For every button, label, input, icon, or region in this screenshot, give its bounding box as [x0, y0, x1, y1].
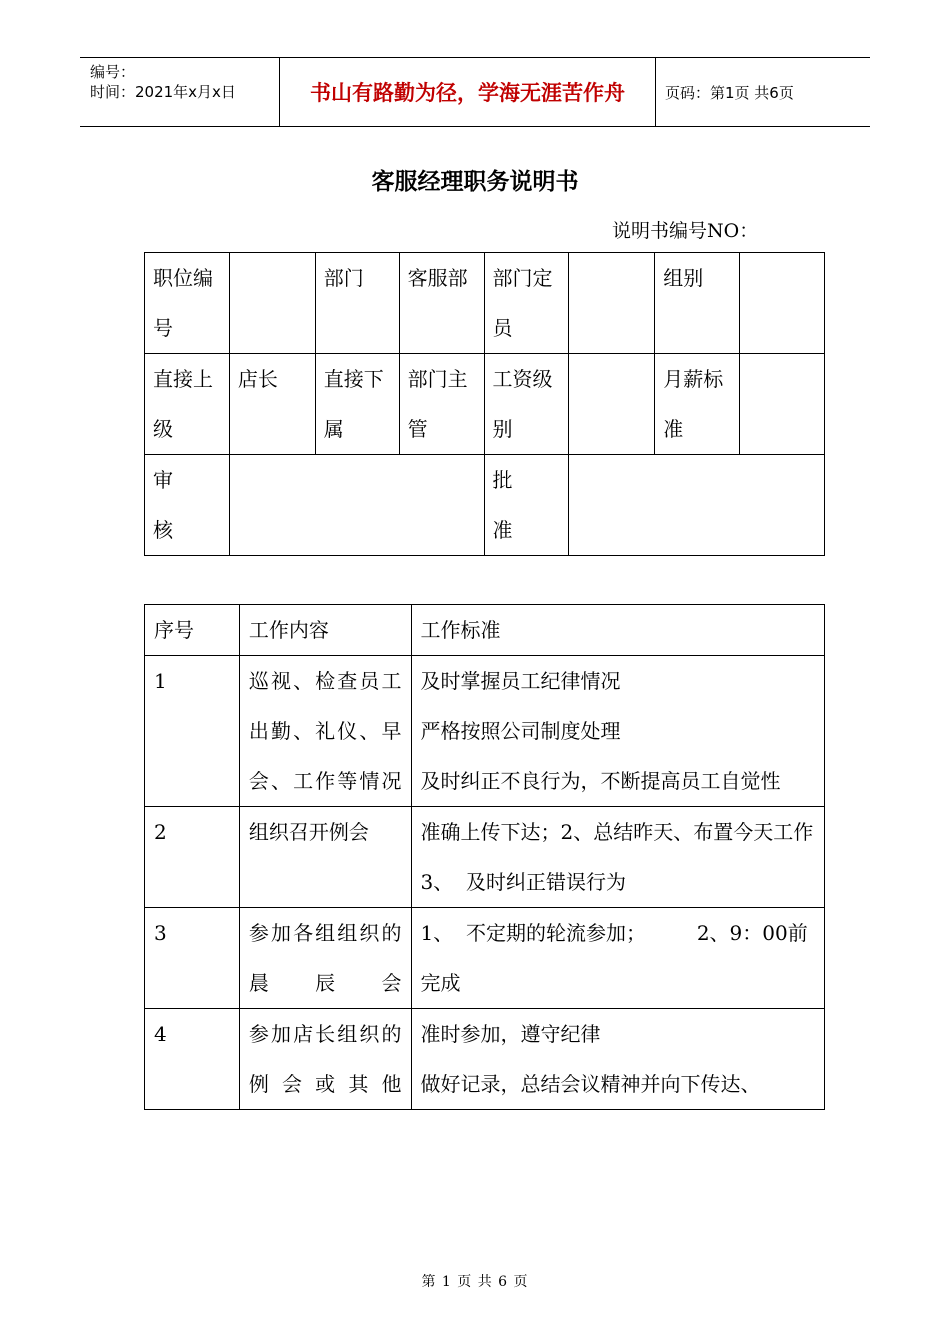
- row-no: 3: [145, 908, 240, 1009]
- table-row: [145, 253, 825, 354]
- salary-grade-value[interactable]: [569, 354, 655, 455]
- dept-label: 部门: [315, 253, 399, 354]
- table-row: [145, 455, 825, 556]
- approve-label: [484, 455, 569, 556]
- subordinate-label: 直接下属: [315, 354, 399, 455]
- row-content: 参加各组组织的晨辰会: [239, 908, 411, 1009]
- monthly-salary-label: 月薪标准: [655, 354, 740, 455]
- duty-table: [144, 604, 825, 1110]
- dept-value[interactable]: 客服部: [399, 253, 484, 354]
- headcount-label: 部门定员: [484, 253, 569, 354]
- table-header-row: [145, 605, 825, 656]
- table-row: [145, 908, 825, 1009]
- superior-label: 直接上级: [145, 354, 230, 455]
- col-header-no: 序号: [145, 605, 240, 656]
- row-standard: [411, 656, 824, 807]
- headcount-value[interactable]: [569, 253, 655, 354]
- approve-value[interactable]: [569, 455, 825, 556]
- table-row: [145, 354, 825, 455]
- time-label: 时间：2021年x月x日: [90, 83, 236, 101]
- row-standard: [411, 908, 824, 1009]
- position-info-table: [144, 252, 825, 556]
- standard-line: 及时掌握员工纪律情况: [420, 669, 621, 693]
- review-value[interactable]: [229, 455, 484, 556]
- header-page-info: 页码：第1页 共6页: [665, 83, 794, 102]
- header-motto: 书山有路勤为径，学海无涯苦作舟: [280, 58, 656, 126]
- group-value[interactable]: [740, 253, 825, 354]
- row-no: 2: [145, 807, 240, 908]
- col-header-standard: 工作标准: [411, 605, 824, 656]
- table-row: [145, 1009, 825, 1110]
- page-header: [80, 57, 870, 127]
- header-meta: [80, 58, 280, 126]
- subordinate-value[interactable]: 部门主管: [399, 354, 484, 455]
- page-footer: 第 1 页 共 6 页: [421, 1274, 529, 1290]
- row-no: 1: [145, 656, 240, 807]
- standard-line: 做好记录，总结会议精神并向下传达、: [420, 1072, 761, 1096]
- document-title: 客服经理职务说明书: [371, 169, 579, 195]
- review-label: [145, 455, 230, 556]
- table-row: [145, 807, 825, 908]
- row-content: 巡视、检查员工出勤、礼仪、早会、工作等情况: [239, 656, 411, 807]
- standard-line: 3、 及时纠正错误行为: [420, 870, 626, 894]
- monthly-salary-value[interactable]: [740, 354, 825, 455]
- position-no-value[interactable]: [229, 253, 315, 354]
- table-row: [145, 656, 825, 807]
- row-standard: [411, 807, 824, 908]
- standard-line: 准确上传下达；2、总结昨天、布置今天工作: [420, 820, 814, 844]
- code-label: 编号：: [90, 63, 136, 81]
- salary-grade-label: 工资级别: [484, 354, 569, 455]
- review-label-text: 审核: [153, 468, 173, 542]
- doc-number-label: 说明书编号NO：: [612, 220, 759, 242]
- row-standard: [411, 1009, 824, 1110]
- standard-line: 严格按照公司制度处理: [420, 719, 621, 743]
- superior-value[interactable]: 店长: [229, 354, 315, 455]
- col-header-content: 工作内容: [239, 605, 411, 656]
- standard-line: 及时纠正不良行为，不断提高员工自觉性: [420, 769, 781, 793]
- row-content: 参加店长组织的例会或其他: [239, 1009, 411, 1110]
- position-no-label: 职位编号: [145, 253, 230, 354]
- row-content: 组织召开例会: [239, 807, 411, 908]
- standard-line: 1、 不定期的轮流参加； 2、9：00前完成: [420, 921, 808, 995]
- group-label: 组别: [655, 253, 740, 354]
- approve-label-text: 批准: [492, 468, 513, 542]
- row-no: 4: [145, 1009, 240, 1110]
- standard-line: 准时参加，遵守纪律: [420, 1022, 601, 1046]
